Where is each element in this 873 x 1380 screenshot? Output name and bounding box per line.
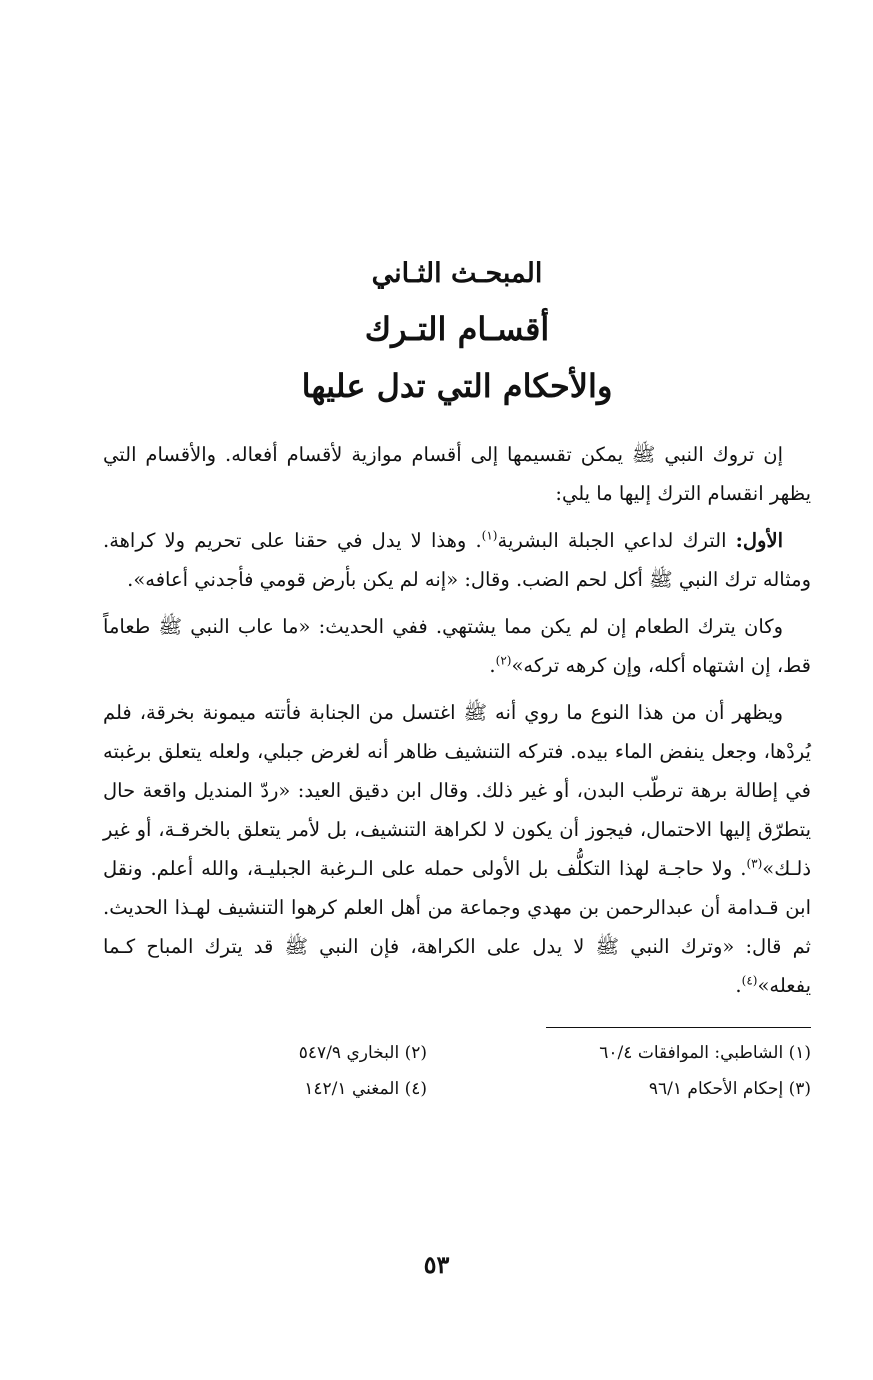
subtitle-heading: والأحكام التي تدل عليها	[301, 366, 613, 405]
paragraph-intro: إن تروك النبي ﷺ يمكن تقسيمها إلى أقسام موازية لأقسام أفعاله. والأقسام التي يظهر انقسام الترك إليها ما يلي:	[103, 442, 811, 505]
footnote-1: (١) الشاطبي: الموافقات ٦٠/٤	[599, 1042, 811, 1063]
paragraph-second	[103, 607, 811, 685]
first-paragraph-text-b: . وهذا لا يدل في حقنا على تحريم ولا كراهة. ومثاله ترك النبي ﷺ أكل لحم الضب. وقال: «إنه لم يكن بأرض قومي فأجدني أعافه».	[103, 528, 811, 591]
paragraph-first	[103, 521, 811, 599]
chapter-headings	[103, 258, 811, 405]
page-content	[103, 240, 811, 1104]
page-number: ٥٣	[423, 1250, 450, 1279]
footnote-ref-1: (١)	[481, 528, 498, 543]
third-paragraph-text-a: ويظهر أن من هذا النوع ما روي أنه ﷺ اغتسل من الجنابة فأتته ميمونة بخرقة، فلم يُردْها، وجعل ينفض الماء بيده. فتركه التنشيف ظاهر أنه لغرض جبلي، ولعله يتعلق برغبته في إطالة برهة ترطّب البدن، أو غير ذلك. وقال ابن دقيق العيد: «ردّ المنديل واقعة حال يتطرّق إليها الاحتمال، فيجوز أن يكون لا لكراهة التنشيف، بل لأمر يتعلق بالخرقـة، أو غير ذلـك»	[103, 700, 811, 880]
footnote-2: (٢) البخاري ٥٤٧/٩	[298, 1042, 427, 1063]
footnote-divider	[546, 1027, 811, 1028]
footnote-ref-3: (٣)	[746, 856, 763, 871]
third-paragraph-text-b: . ولا حاجـة لهذا التكلُّف بل الأولى حمله على الـرغبة الجبليـة، والله أعلم. ونقل ابن قـدامة أن عبدالرحمن بن مهدي وجماعة من أهل العلم كرهوا التنشيف لهـذا الحديث. ثم قال: «وترك النبي ﷺ لا يدل على الكراهة، فإن النبي ﷺ قد يترك المباح كـما يفعله»	[103, 856, 811, 997]
footnote-ref-2: (٢)	[495, 653, 512, 668]
footnote-3: (٣) إحكام الأحكام ٩٦/١	[648, 1078, 811, 1099]
first-paragraph-text-a: الترك لداعي الجبلة البشرية	[497, 528, 736, 552]
section-heading: المبحـث الثـاني	[371, 258, 543, 289]
footnote-ref-4: (٤)	[741, 973, 758, 988]
second-paragraph-text-a: وكان يترك الطعام إن لم يكن مما يشتهي. ففي الحديث: «ما عاب النبي ﷺ طعاماً قط، إن اشتهاه أكله، وإن كرهه تركه»	[103, 614, 811, 677]
footnote-4: (٤) المغني ١٤٢/١	[304, 1078, 427, 1099]
first-type-label: الأول:	[735, 528, 783, 552]
body-text	[103, 435, 811, 1005]
footnotes	[103, 1038, 811, 1104]
paragraph-third	[103, 693, 811, 1005]
third-paragraph-text-c: .	[735, 973, 742, 997]
title-heading: أقسـام التـرك	[364, 310, 550, 349]
second-paragraph-text-b: .	[489, 653, 496, 677]
